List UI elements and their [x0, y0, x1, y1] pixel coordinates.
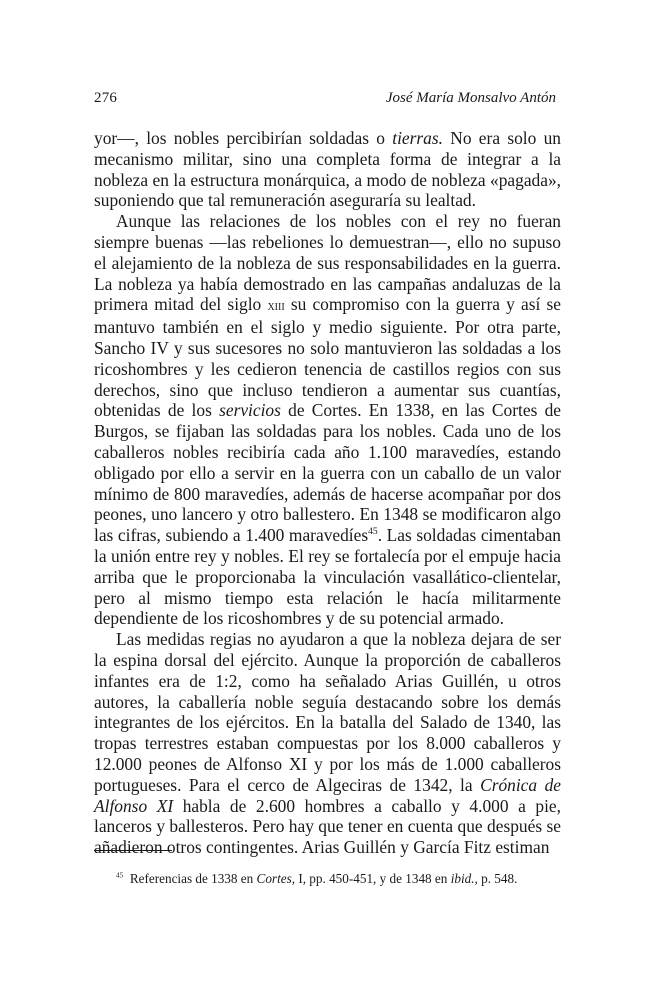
- italic-term: tierras.: [392, 128, 443, 148]
- paragraph-2: [94, 211, 561, 629]
- text-run: yor—, los nobles percibirían soldadas o: [94, 128, 393, 148]
- text-run: habla de 2.600 hombres a caballo y 4.000 a pie, lanceros y ballesteros. Pero hay que tener en cuenta que después se añadieron otros contingentes. Arias Guillén y García Fitz estiman: [94, 795, 561, 858]
- text-run: de Cortes. En 1338, en las Cortes de Burgos, se fijaban las soldadas para los nobles. Cada uno de los caballeros nobles recibiría cada año 1.100 maravedíes, estando obligado por ello a servir en la guerra con un caballo de un valor mínimo de 800 maravedíes, además de hacerse acompañar por dos peones, uno lancero y otro ballestero. En 1348 se modificaron algo las cifras, subiendo a 1.400 maravedíes: [94, 400, 561, 546]
- main-text: [94, 128, 561, 858]
- italic-title: Cortes,: [256, 871, 296, 886]
- footnote-reference[interactable]: 45: [368, 525, 378, 537]
- text-run: Las medidas regias no ayudaron a que la nobleza dejara de ser la espina dorsal del ejército. Aunque la proporción de caballeros infantes era de 1:2, como ha señalado Arias Guillén, u otros autores, la caballería noble seguía destacando sobre los demás integrantes de los ejércitos. En la batalla del Salado de 1340, las tropas terrestres estaban compuestas por los 8.000 caballeros y 12.000 peones de Alfonso XI y por los más de 1.000 caballeros portugueses. Para el cerco de Algeciras de 1342, la: [94, 629, 561, 795]
- footnote-divider: [94, 850, 172, 851]
- text-run: . Las soldadas cimentaban la unión entre rey y nobles. El rey se fortalecía por el empuje hacia arriba que le proporcionaba la vinculación vasallático-clientelar, pero al mismo tiempo esta relación le hacía militarmente dependiente de los ricoshombres y de su potencial armado.: [94, 525, 561, 629]
- century-numeral: xiii: [267, 298, 285, 315]
- paragraph-3: [94, 629, 561, 858]
- paragraph-1: [94, 128, 561, 211]
- italic-term: servicios: [219, 400, 281, 421]
- running-head: José María Monsalvo Antón: [385, 90, 556, 106]
- footnote-45: [94, 870, 561, 887]
- text-run: su compromiso con la guerra y así se mantuvo también en el siglo y medio siguiente. Por otra parte, Sancho IV y sus sucesores no solo mantuvieron las soldadas a los ricoshombres y les cedieron tenencia de castillos regios con sus derechos, sino que incluso tendieron a aumentar sus cuantías, obtenidas de los: [94, 294, 561, 421]
- page-number: 276: [94, 90, 118, 106]
- text-run: No era solo un mecanismo militar, sino una completa forma de integrar a la nobleza en la estructura monárquica, a modo de nobleza «pagada», suponiendo que tal remuneración aseguraría su lealtad.: [94, 128, 561, 211]
- text-run: p. 548.: [477, 871, 518, 886]
- italic-abbreviation: ibid.,: [450, 871, 478, 886]
- italic-title: Crónica de Alfonso XI: [94, 774, 561, 816]
- text-run: Aunque las relaciones de los nobles con el rey no fueran siempre buenas —las rebeliones lo demuestran—, ello no supuso el alejamiento de la nobleza de sus responsabilidades en la guerra. La nobleza ya había demostrado en las campañas andaluzas de la primera mitad del siglo: [94, 211, 561, 315]
- text-run: Referencias de 1338 en: [129, 871, 257, 886]
- text-run: I, pp. 450-451, y de 1348 en: [295, 871, 451, 886]
- footnote-number: 45: [116, 871, 124, 880]
